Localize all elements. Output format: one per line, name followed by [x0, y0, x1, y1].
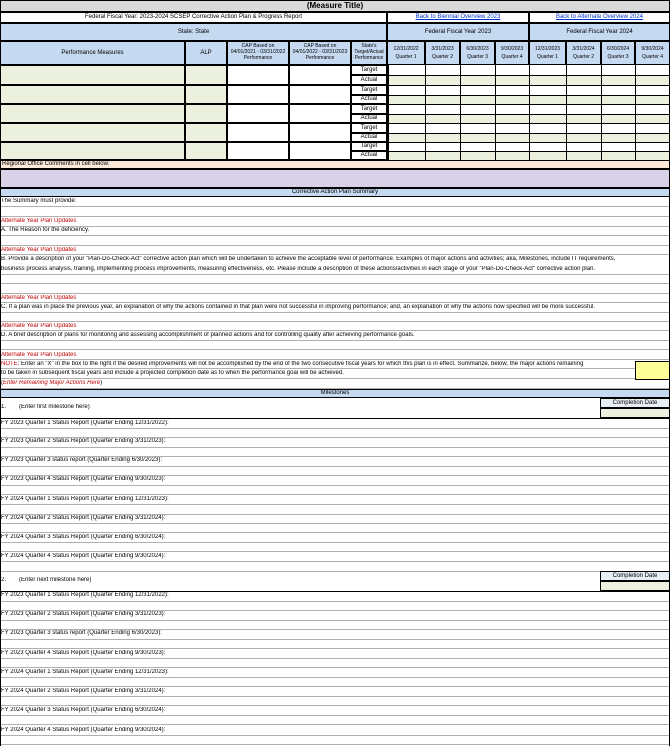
alp-cell[interactable] [185, 104, 227, 123]
quarter-row-divider [387, 104, 670, 105]
quarter-row-divider [387, 114, 670, 115]
alp-cell[interactable] [185, 85, 227, 104]
row-rule [0, 658, 670, 659]
completion-date-label-1: Completion Date [600, 398, 670, 408]
col-cap-2022 [289, 41, 351, 65]
row-rule [0, 485, 670, 486]
row-rule [0, 368, 670, 369]
alt-year-updates-b: Alternate Year Plan Updates [1, 247, 77, 253]
fy2023-label: Federal Fiscal Year 2023 [387, 23, 529, 41]
cap1-line3: Performance [243, 55, 273, 61]
row-rule [0, 293, 670, 294]
status-report-fy23-q1: FY 2023 Quarter 1 Status Report (Quarter Ending 12/31/2022): [1, 420, 169, 426]
row-rule [0, 523, 670, 524]
page-title: (Measure Title) [306, 1, 364, 10]
row-rule [0, 561, 670, 562]
row-rule [0, 504, 670, 505]
fiscal-year-label: Federal Fiscal Year: 2023-2024 SCSEP Corrective Action Plan & Progress Report [0, 12, 387, 23]
status-report-fy24-q4: FY 2024 Quarter 4 Status Report (Quarter Ending 9/30/2024): [1, 727, 166, 733]
milestone-2-text[interactable]: (Enter next milestone here) [19, 577, 92, 583]
quarter-col-divider [635, 65, 636, 160]
back-biennial-link[interactable]: Back to Biennial Overview 2023 [415, 14, 501, 20]
measure-cell[interactable] [0, 85, 185, 104]
row-rule [0, 206, 670, 207]
quarter-label: Quarter 1 [536, 54, 559, 60]
target-line3: Performance [354, 55, 384, 61]
q-header-fy23-q4 [495, 41, 529, 65]
quarter-row-divider [387, 95, 670, 96]
row-rule [0, 245, 670, 246]
completion-date-input-1[interactable] [600, 408, 670, 418]
row-rule [0, 744, 670, 745]
summary-note-line2: to be taken in subsequent fiscal years and include a projected completion date as to when the performance goal will be achieved. [1, 370, 344, 376]
quarter-col-divider [601, 65, 602, 160]
cap1-cell[interactable] [227, 85, 289, 104]
row-rule [0, 254, 670, 255]
title-bar [0, 0, 670, 12]
row-rule [0, 340, 670, 341]
row-rule [0, 648, 670, 649]
quarter-label: Quarter 2 [431, 54, 454, 60]
row-rule [0, 705, 670, 706]
cap2-cell[interactable] [289, 142, 351, 160]
summary-item-b-line1: B. Provide a description of your "Plan-Do-Check-Act" corrective action plan which will be undertaken to achieve the acceptable level of performance. Examples of major actions and activities; aka, Milestones, include IT requirements, [1, 256, 616, 262]
quarter-date: 12/31/2022 [393, 46, 419, 52]
row-rule [0, 571, 670, 572]
q-header-fy23-q1 [387, 41, 425, 65]
ta-label: Actual [351, 133, 387, 142]
status-report-fy24-q3: FY 2024 Quarter 3 Status Report (Quarter Ending 6/30/2024): [1, 534, 166, 540]
status-report-fy24-q1: FY 2024 Quarter 1 Status Report (Quarter Ending 12/31/2023): [1, 496, 169, 502]
measure-cell[interactable] [0, 123, 185, 142]
cap2-cell[interactable] [289, 104, 351, 123]
ta-label: Target [351, 123, 387, 133]
note-label: NOTE [1, 361, 18, 367]
alp-cell[interactable] [185, 65, 227, 85]
cap2-cell[interactable] [289, 65, 351, 85]
ta-label: Target [351, 85, 387, 95]
fy2024-label: Federal Fiscal Year 2024 [529, 23, 670, 41]
alt-year-updates-a: Alternate Year Plan Updates [1, 218, 77, 224]
alt-year-updates-note: Alternate Year Plan Updates [1, 352, 77, 358]
quarter-date: 9/30/2024 [641, 46, 664, 52]
q-header-fy23-q3 [460, 41, 495, 65]
row-rule [0, 283, 670, 284]
back-biennial-cell [387, 12, 529, 23]
quarter-date: 6/30/2023 [466, 46, 489, 52]
summary-item-a: A. The Reason for the deficiency. [1, 227, 90, 233]
col-alp: ALP [185, 41, 227, 65]
status-report-fy23-q2: FY 2023 Quarter 2 Status Report (Quarter Ending 3/31/2023): [1, 611, 166, 617]
q-header-fy24-q4 [635, 41, 670, 65]
row-rule [0, 235, 670, 236]
quarter-date: 9/30/2023 [500, 46, 524, 52]
row-rule [0, 428, 670, 429]
row-rule [0, 312, 670, 313]
summary-header: Corrective Action Plan Summary [0, 188, 670, 197]
row-rule [0, 667, 670, 668]
summary-item-c: C. If a plan was in place the previous year, an explanation of why the actions contained in that plan were not successful in improving performance; and, an explanation of why the actions now specified will be more successful. [1, 304, 595, 310]
row-rule [0, 274, 670, 275]
cap1-cell[interactable] [227, 142, 289, 160]
cap2-cell[interactable] [289, 85, 351, 104]
status-report-fy23-q4: FY 2023 Quarter 4 Status Report (Quarter Ending 9/30/2023): [1, 476, 166, 482]
milestone-2-number: 2. [1, 577, 7, 583]
cap1-cell[interactable] [227, 65, 289, 85]
measure-cell[interactable] [0, 104, 185, 123]
col-cap-2021 [227, 41, 289, 65]
quarter-row-divider [387, 133, 670, 134]
sheet-left-border [0, 197, 1, 746]
status-report-fy24-q2: FY 2024 Quarter 2 Status Report (Quarter Ending 3/31/2024): [1, 688, 166, 694]
back-alternate-cell [529, 12, 670, 23]
quarter-col-divider [495, 65, 496, 160]
row-rule [0, 330, 670, 331]
quarter-date: 12/31/2023 [534, 46, 561, 52]
ta-label: Actual [351, 75, 387, 85]
alp-cell[interactable] [185, 123, 227, 142]
x-checkbox-cell[interactable] [635, 361, 670, 380]
row-rule [0, 696, 670, 697]
back-alternate-link[interactable]: Back to Alternate Overview 2024 [555, 14, 644, 20]
quarter-label: Quarter 2 [572, 54, 595, 60]
status-report-fy23-q1: FY 2023 Quarter 1 Status Report (Quarter Ending 12/31/2022): [1, 592, 169, 598]
status-report-fy24-q2: FY 2024 Quarter 2 Status Report (Quarter Ending 3/31/2024): [1, 515, 166, 521]
row-rule [0, 601, 670, 602]
status-report-fy24-q4: FY 2024 Quarter 4 Status Report (Quarter Ending 9/30/2024): [1, 553, 166, 559]
q-header-fy24-q1 [529, 41, 566, 65]
row-rule [0, 226, 670, 227]
row-rule [0, 418, 670, 419]
q-header-fy24-q3 [601, 41, 635, 65]
row-rule [0, 639, 670, 640]
status-report-fy23-q4: FY 2023 Quarter 4 Status Report (Quarter Ending 9/30/2023): [1, 650, 166, 656]
ta-label: Actual [351, 95, 387, 104]
target-line2: Target/Actual [354, 49, 384, 55]
quarter-label: Quarter 3 [466, 54, 489, 60]
q-header-fy24-q2 [566, 41, 601, 65]
quarter-date: 3/31/2023 [431, 46, 454, 52]
status-report-fy23-q2: FY 2023 Quarter 2 Status Report (Quarter Ending 3/31/2023): [1, 438, 166, 444]
row-rule [0, 447, 670, 448]
cap2-line1: CAP Based on [303, 43, 337, 49]
row-rule [0, 359, 670, 360]
quarter-date: 6/30/2024 [606, 46, 630, 52]
regional-comments-label: Regional Office Comments in cell below: [0, 160, 670, 169]
status-report-fy24-q1: FY 2024 Quarter 1 Status Report (Quarter Ending 12/31/2023): [1, 669, 169, 675]
status-report-fy24-q3: FY 2024 Quarter 3 Status Report (Quarter Ending 6/30/2024): [1, 707, 166, 713]
enter-remaining-actions[interactable]: (Enter Remaining Major Actions Here) [1, 380, 103, 386]
measure-cell[interactable] [0, 65, 185, 85]
quarter-col-divider [566, 65, 567, 160]
alp-cell[interactable] [185, 142, 227, 160]
col-target-actual [351, 41, 387, 65]
row-rule [0, 724, 670, 725]
summary-item-d: D. A brief description of plans for monitoring and assessing accomplishment of planned actions and for controlling quality after achieving performance goals. [1, 332, 415, 338]
status-report-fy23-q3: FY 2023 Quarter 3 status report (Quarter Ending 6/30/2023): [1, 457, 162, 463]
cap1-line2: 04/01/2021 - 03/31/2022 [230, 49, 286, 55]
summary-intro: The Summary must provide: [1, 198, 77, 204]
quarter-label: Quarter 4 [641, 54, 664, 60]
row-rule [0, 532, 670, 533]
target-line1: State's [361, 43, 377, 49]
enter-remaining-label: Enter Remaining Major Actions Here [3, 380, 101, 386]
cap2-line3: Performance [305, 55, 335, 61]
quarter-row-divider [387, 85, 670, 86]
cap1-cell[interactable] [227, 104, 289, 123]
row-rule [0, 735, 670, 736]
quarter-col-divider [529, 65, 530, 160]
quarter-row-divider [387, 142, 670, 143]
row-rule [0, 715, 670, 716]
row-rule [0, 620, 670, 621]
quarter-date: 3/31/2024 [572, 46, 595, 52]
ta-label: Target [351, 142, 387, 151]
q-header-fy23-q2 [425, 41, 460, 65]
summary-item-b-line2: business process analysis, training, implementing process improvements, measuring effectiveness, etc. Please include a description of these actions/activities in each stage of your "Plan-Do-Check-Act" corrective action plan. [1, 266, 596, 272]
alt-year-updates-c: Alternate Year Plan Updates [1, 295, 77, 301]
row-rule [0, 542, 670, 543]
completion-date-label-2: Completion Date [600, 571, 670, 581]
quarter-row-divider [387, 123, 670, 124]
ta-label: Target [351, 104, 387, 114]
ta-label: Actual [351, 151, 387, 160]
row-rule [0, 677, 670, 678]
summary-note-line1 [1, 361, 631, 368]
milestone-1-number: 1. [1, 404, 7, 410]
quarter-label: Quarter 1 [395, 54, 417, 60]
regional-comments-input[interactable] [0, 169, 670, 188]
row-rule [0, 216, 670, 217]
status-report-fy23-q3: FY 2023 Quarter 3 status report (Quarter Ending 6/30/2023): [1, 630, 162, 636]
row-rule [0, 321, 670, 322]
state-label: State: State [0, 23, 387, 41]
completion-date-input-2[interactable] [600, 581, 670, 591]
alt-year-updates-d: Alternate Year Plan Updates [1, 323, 77, 329]
row-rule [0, 551, 670, 552]
cap1-cell[interactable] [227, 123, 289, 142]
measure-cell[interactable] [0, 142, 185, 160]
row-rule [0, 349, 670, 350]
note-text: : Enter an "X" in the box to the right if the desired improvements will not be accomplished by the end of the two consecutive fiscal years for which this plan is in effect. Summarize, below, the major actions remaining [17, 361, 584, 367]
row-rule [0, 302, 670, 303]
cap1-line1: CAP Based on [241, 43, 275, 49]
quarter-label: Quarter 4 [501, 54, 523, 60]
quarter-row-divider [387, 75, 670, 76]
row-rule [0, 466, 670, 467]
quarter-col-divider [460, 65, 461, 160]
cap2-line2: 04/01/2022 - 03/31/2023 [292, 49, 348, 55]
ta-label: Actual [351, 114, 387, 123]
row-rule [0, 686, 670, 687]
quarter-col-divider [425, 65, 426, 160]
col-performance-measures: Performance Measures [0, 41, 185, 65]
quarter-label: Quarter 3 [607, 54, 629, 60]
cap2-cell[interactable] [289, 123, 351, 142]
ta-label: Target [351, 65, 387, 75]
row-rule [0, 378, 670, 379]
milestones-header: Milestones [0, 389, 670, 398]
quarter-row-divider [387, 151, 670, 152]
milestone-1-text[interactable]: (Enter first milestone here) [19, 404, 90, 410]
row-rule [0, 494, 670, 495]
